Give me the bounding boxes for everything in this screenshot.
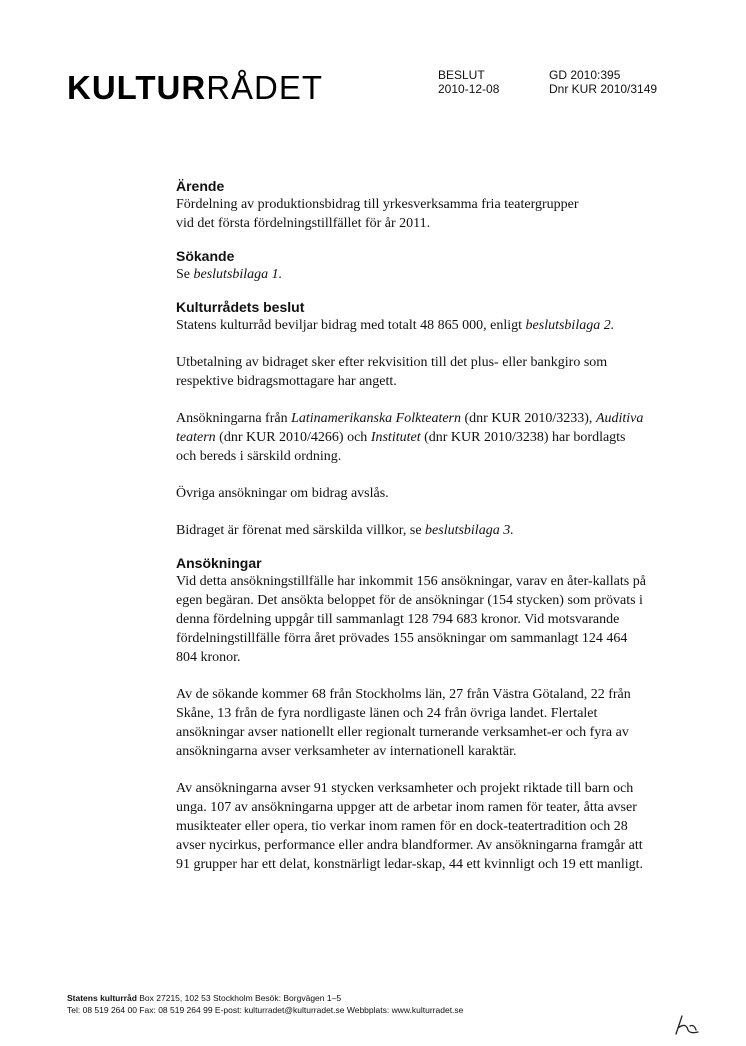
kulturradet-logo: [67, 70, 323, 106]
page-footer: [67, 992, 463, 1016]
beslut-p3: [176, 409, 646, 466]
gd-number: GD 2010:395: [549, 68, 621, 82]
ansokningar-p1: Vid detta ansökningstillfälle har inkommit 156 ansökningar, varav en åter-kallats på egen begäran. Det ansökta beloppet för de ansökningar (154 stycken) som prövats i denna fördelning uppgår till sammanlagt 128 794 683 kronor. Vid motsvarande fördelningstillfälle förra året prövades 155 ansökningar om sammanlagt 124 464 804 kronor.: [176, 574, 646, 665]
heading-beslut: Kulturrådets beslut: [176, 299, 305, 315]
arende-line2: vid det första fördelningstillfället för år 2011.: [176, 216, 431, 231]
beslut-p3-name2: Auditiva teatern: [176, 411, 644, 445]
doc-meta-right: [549, 68, 657, 96]
beslut-p5: [176, 521, 646, 540]
sokande-ref: beslutsbilaga 1.: [193, 267, 283, 282]
beslut-p5-text: Bidraget är förenat med särskilda villkor, se: [176, 523, 426, 538]
beslut-p3-c: (dnr KUR 2010/4266) och: [215, 430, 371, 445]
ansokningar-p2: Av de sökande kommer 68 från Stockholms län, 27 från Västra Götaland, 22 från Skåne, 13 från de fyra nordligaste länen och 24 från övriga landet. Flertalet ansökningar avser nationellt eller regionalt turnerande verksamhet-er och fyra av ansökningarna avser verksamheter av internationell karaktär.: [176, 687, 631, 759]
heading-arende: Ärende: [176, 178, 225, 194]
arende-text: [176, 195, 646, 233]
beslut-p5-ref: beslutsbilaga 3.: [425, 523, 514, 538]
beslut-p1-text: Statens kulturråd beviljar bidrag med totalt 48 865 000, enligt: [176, 318, 526, 333]
arende-line1: Fördelning av produktionsbidrag till yrkesverksamma fria teatergrupper: [176, 197, 579, 212]
beslut-p4: Övriga ansökningar om bidrag avslås.: [176, 486, 389, 501]
beslut-p1-ref: beslutsbilaga 2.: [525, 318, 615, 333]
doc-meta-left: [438, 68, 499, 96]
footer-org: Statens kulturråd: [67, 993, 137, 1003]
logo-bold-part: KULTUR: [67, 69, 207, 106]
ansokningar-p3: Av ansökningarna avser 91 stycken verksamheter och projekt riktade till barn och unga. 107 av ansökningarna uppger att de arbetar inom ramen för teater, åtta avser musikteater eller opera, tio verkar inom ramen för en dock-teatertradition och 28 avser nycirkus, performance eller andra blandformer. Av ansökningarna framgår att 91 grupper har ett delat, konstnärligt ledar-skap, 44 ett kvinnligt och 19 ett manligt.: [176, 781, 644, 872]
beslut-p3-a: Ansökningarna från: [176, 411, 292, 426]
heading-ansokningar: Ansökningar: [176, 555, 262, 571]
doc-type: BESLUT: [438, 68, 485, 82]
beslut-p3-d: (dnr KUR 2010/3238) har bordlagts och bereds i särskild ordning.: [176, 430, 626, 464]
footer-line1: [67, 992, 463, 1004]
logo-light-part: RÅDET: [206, 69, 324, 106]
beslut-p3-name1: Latinamerikanska Folkteatern: [291, 411, 461, 426]
beslut-p1: [176, 316, 646, 335]
sokande-prefix: Se: [176, 267, 194, 282]
footer-address: Box 27215, 102 53 Stockholm Besök: Borgvägen 1–5: [136, 993, 342, 1003]
footer-contact: Tel: 08 519 264 00 Fax: 08 519 264 99 E-post: kulturradet@kulturradet.se Webbplats: www.kulturradet.se: [67, 1005, 464, 1015]
doc-date: 2010-12-08: [438, 82, 500, 96]
beslut-p3-name3: Institutet: [370, 430, 421, 445]
heading-sokande: Sökande: [176, 248, 235, 264]
beslut-p2: Utbetalning av bidraget sker efter rekvisition till det plus- eller bankgiro som respektive bidragsmottagare har angett.: [176, 355, 608, 389]
document-body: [176, 177, 646, 874]
sokande-text: [176, 265, 646, 284]
initials-signature: [672, 1012, 704, 1036]
beslut-p3-b: (dnr KUR 2010/3233),: [461, 411, 596, 426]
dnr-number: Dnr KUR 2010/3149: [549, 82, 658, 96]
